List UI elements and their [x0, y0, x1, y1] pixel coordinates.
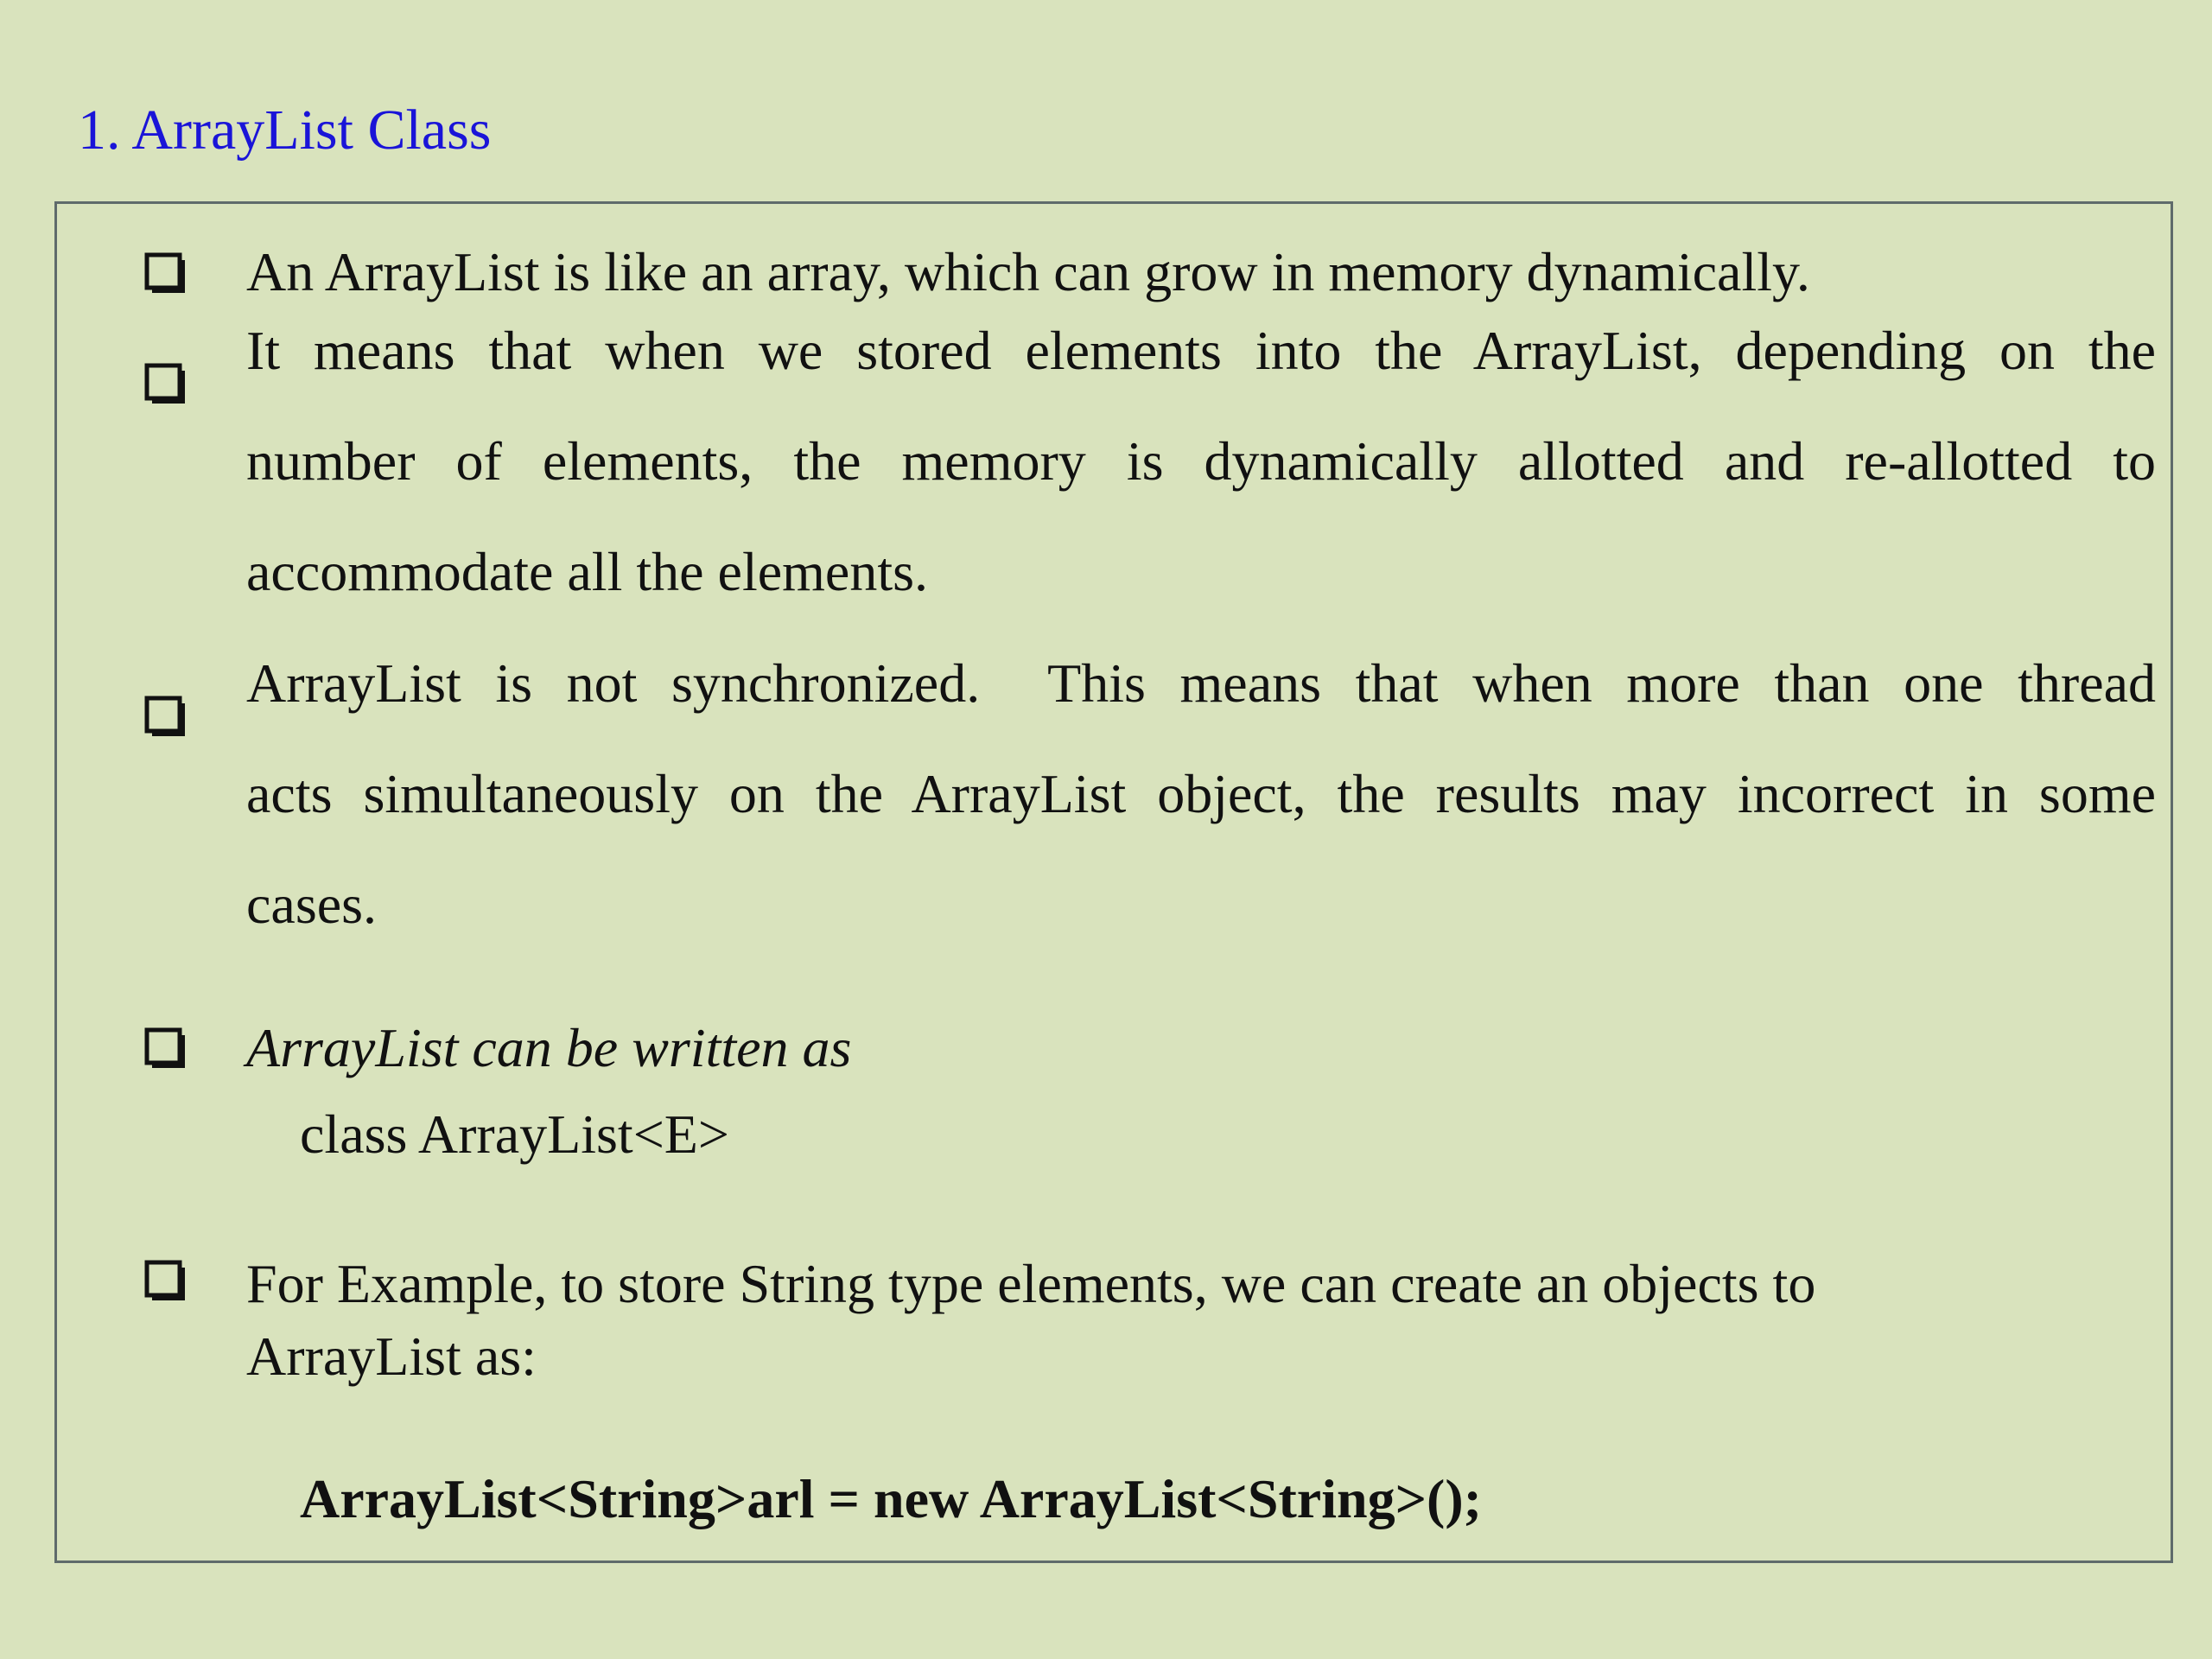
- class-declaration: class ArrayList<E>: [300, 1103, 729, 1165]
- checkbox-bullet-icon: [143, 362, 187, 405]
- bullet-text-2: [246, 296, 2156, 627]
- content-box: [54, 201, 2173, 1563]
- bullet-2-line-3: accommodate all the elements.: [246, 541, 928, 602]
- bullet-3-line-1: ArrayList is not synchronized. This means that when more than one thread: [246, 652, 2156, 714]
- checkbox-bullet-icon: [143, 1259, 187, 1302]
- bullet-3-line-2: acts simultaneously on the ArrayList object, the results may incorrect in some: [246, 763, 2156, 824]
- slide-title: 1. ArrayList Class: [78, 99, 492, 162]
- bullet-text-1: [246, 240, 1810, 304]
- bullet-1-line-1: An ArrayList is like an array, which can grow in memory dynamically.: [246, 241, 1810, 302]
- bullet-5-line-1: For Example, to store String type elements, we can create an objects to: [246, 1253, 1816, 1314]
- bullet-2-line-2: number of elements, the memory is dynamically allotted and re-allotted to: [246, 430, 2156, 492]
- code-example: ArrayList<String>arl = new ArrayList<String>();: [300, 1468, 1482, 1529]
- bullet-5-line-2: ArrayList as:: [246, 1325, 537, 1387]
- checkbox-bullet-icon: [143, 1027, 187, 1070]
- bullet-text-4: ArrayList can be written as: [246, 1017, 852, 1078]
- checkbox-bullet-icon: [143, 251, 187, 295]
- bullet-2-line-1: It means that when we stored elements into the ArrayList, depending on the: [246, 320, 2156, 381]
- bullet-3-line-3: cases.: [246, 874, 378, 935]
- bullet-text-3: [246, 628, 2156, 960]
- bullet-text-5: [246, 1248, 1815, 1393]
- checkbox-bullet-icon: [143, 695, 187, 738]
